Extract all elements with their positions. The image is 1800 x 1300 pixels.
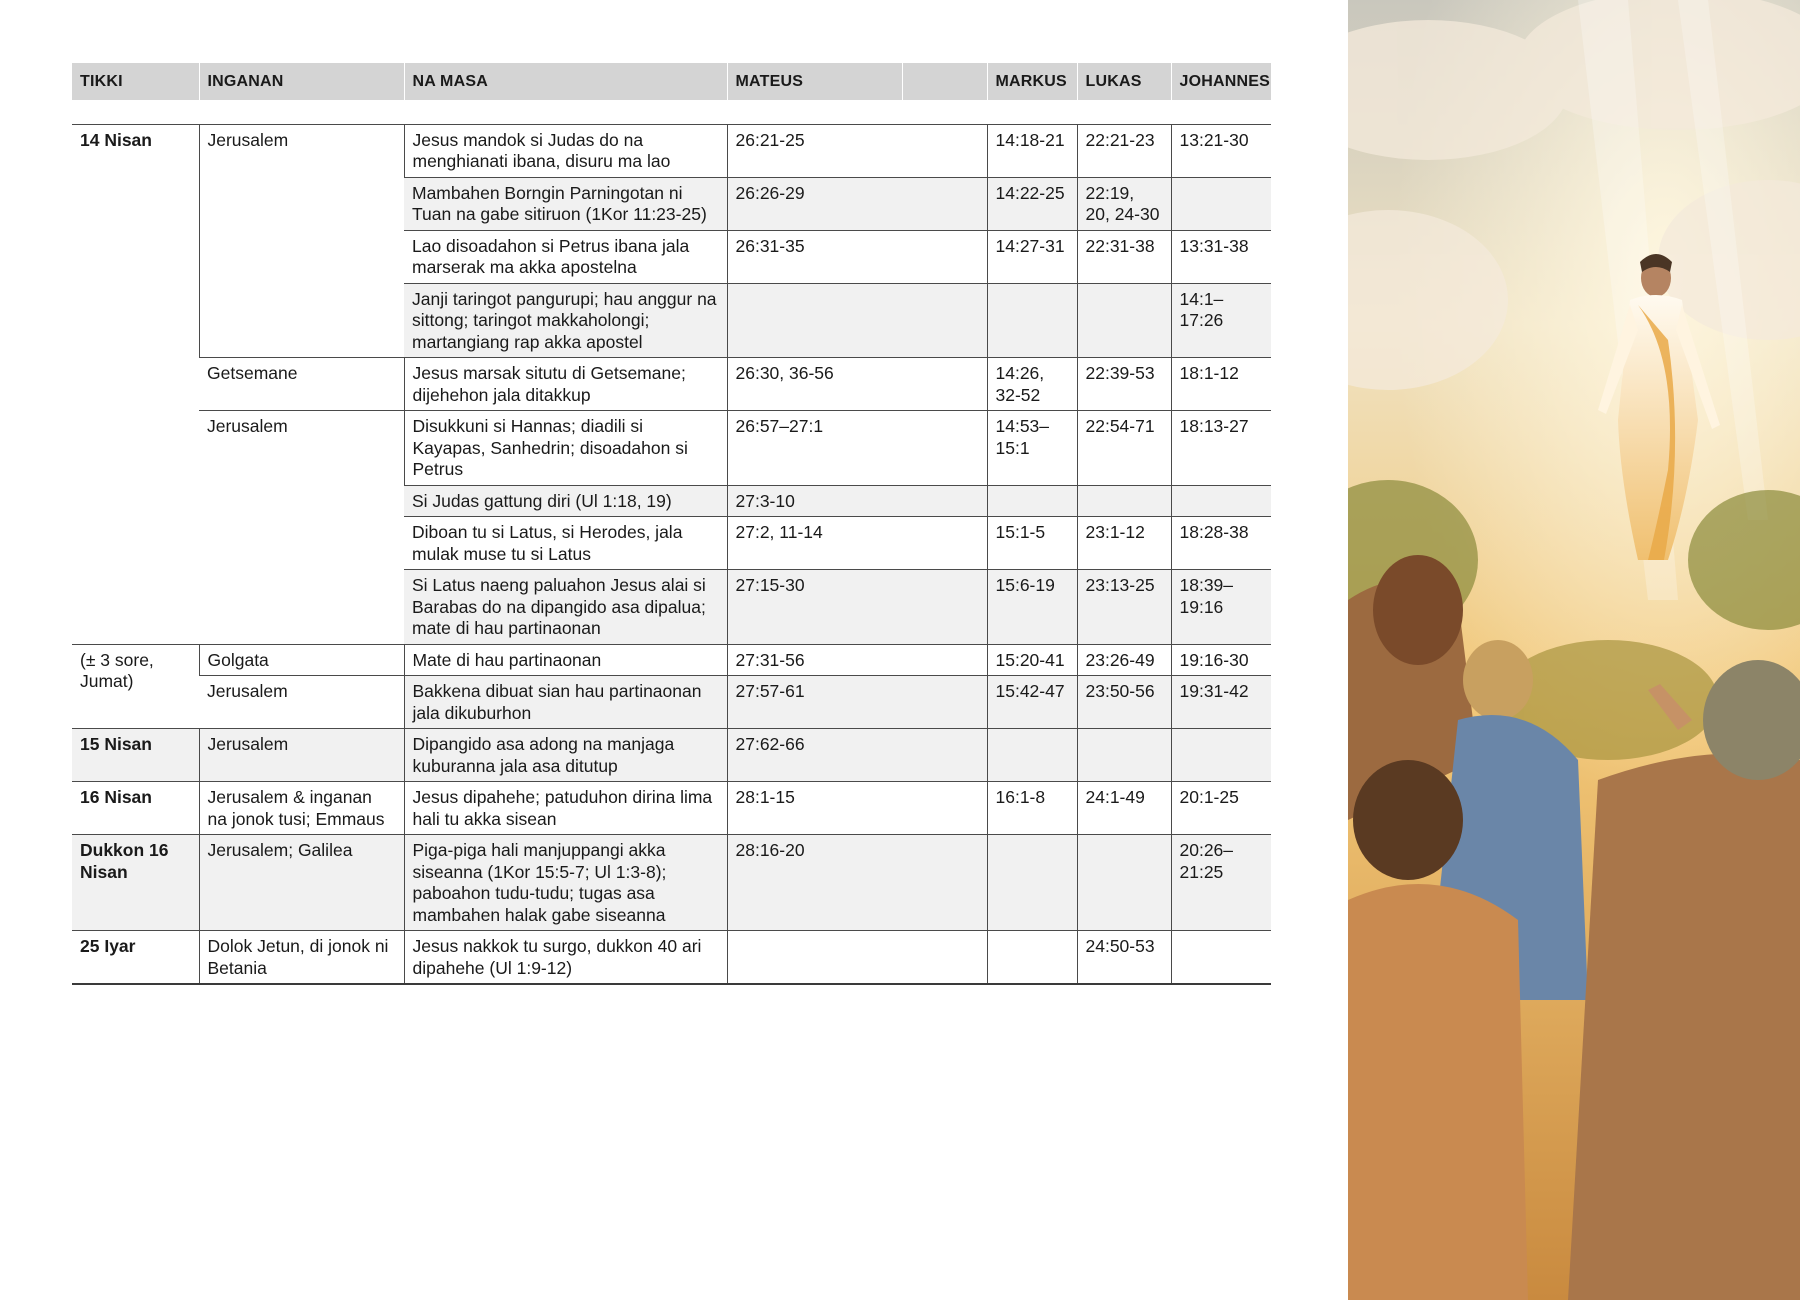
place-cell: Jerusalem & inganan na jonok tusi; Emmaus [199, 782, 404, 835]
gospel-chronology-table [72, 63, 1271, 985]
header-lukas: LUKAS [1077, 63, 1171, 100]
table-row [72, 411, 1271, 486]
event-cell: Si Judas gattung diri (Ul 1:18, 19) [404, 485, 727, 517]
mateus-ref: 27:2, 11-14 [727, 517, 987, 570]
markus-ref: 16:1-8 [987, 782, 1077, 835]
lukas-ref: 22:54-71 [1077, 411, 1171, 486]
lukas-ref: 24:50-53 [1077, 931, 1171, 985]
time-cell: 16 Nisan [72, 782, 199, 835]
lukas-ref: 24:1-49 [1077, 782, 1171, 835]
event-cell: Bakkena dibuat sian hau partinaonan jala dikuburhon [404, 676, 727, 729]
markus-ref [987, 485, 1077, 517]
time-cell: 25 Iyar [72, 931, 199, 985]
event-cell: Piga-piga hali manjuppangi akka siseanna (1Kor 15:5-7; Ul 1:3-8); paboahon tudu-tudu; tugas asa mambahen halak gabe siseanna [404, 835, 727, 931]
markus-ref [987, 283, 1077, 358]
markus-ref: 15:42-47 [987, 676, 1077, 729]
johannes-ref [1171, 485, 1271, 517]
header-na-masa: NA MASA [404, 63, 727, 100]
markus-ref: 14:27-31 [987, 230, 1077, 283]
event-cell: Jesus marsak situtu di Getsemane; dijehehon jala ditakkup [404, 358, 727, 411]
mateus-ref: 27:15-30 [727, 570, 987, 645]
markus-ref: 14:18-21 [987, 124, 1077, 177]
header-blank [902, 63, 987, 100]
johannes-ref: 20:26–21:25 [1171, 835, 1271, 931]
johannes-ref [1171, 729, 1271, 782]
mateus-ref: 26:30, 36-56 [727, 358, 987, 411]
table-row [72, 358, 1271, 411]
ascension-illustration [1348, 0, 1800, 1300]
time-cell: 15 Nisan [72, 729, 199, 782]
table-row [72, 931, 1271, 985]
mateus-ref: 26:26-29 [727, 177, 987, 230]
lukas-ref: 23:50-56 [1077, 676, 1171, 729]
markus-ref [987, 729, 1077, 782]
markus-ref: 14:22-25 [987, 177, 1077, 230]
lukas-ref: 23:1-12 [1077, 517, 1171, 570]
event-cell: Janji taringot pangurupi; hau anggur na sittong; taringot makkaholongi; martangiang rap akka apostel [404, 283, 727, 358]
event-cell: Jesus dipahehe; patuduhon dirina lima hali tu akka sisean [404, 782, 727, 835]
mateus-ref: 28:1-15 [727, 782, 987, 835]
event-cell: Jesus nakkok tu surgo, dukkon 40 ari dipahehe (Ul 1:9-12) [404, 931, 727, 985]
table-row [72, 644, 1271, 676]
lukas-ref: 22:31-38 [1077, 230, 1171, 283]
place-cell: Getsemane [199, 358, 404, 411]
johannes-ref [1171, 177, 1271, 230]
mateus-ref [727, 283, 987, 358]
place-cell: Jerusalem [199, 676, 404, 729]
markus-ref [987, 931, 1077, 985]
time-cell: 14 Nisan [72, 124, 199, 644]
event-cell: Diboan tu si Latus, si Herodes, jala mulak muse tu si Latus [404, 517, 727, 570]
lukas-ref [1077, 729, 1171, 782]
event-cell: Jesus mandok si Judas do na menghianati ibana, disuru ma lao [404, 124, 727, 177]
johannes-ref: 18:1-12 [1171, 358, 1271, 411]
johannes-ref: 18:28-38 [1171, 517, 1271, 570]
lukas-ref [1077, 283, 1171, 358]
header-spacer [72, 100, 1271, 125]
mateus-ref: 27:31-56 [727, 644, 987, 676]
mateus-ref: 27:3-10 [727, 485, 987, 517]
lukas-ref [1077, 835, 1171, 931]
lukas-ref: 22:39-53 [1077, 358, 1171, 411]
mateus-ref: 28:16-20 [727, 835, 987, 931]
event-cell: Dipangido asa adong na manjaga kuburanna jala asa ditutup [404, 729, 727, 782]
table-row [72, 124, 1271, 177]
place-cell: Golgata [199, 644, 404, 676]
lukas-ref: 23:26-49 [1077, 644, 1171, 676]
mateus-ref: 26:31-35 [727, 230, 987, 283]
johannes-ref [1171, 931, 1271, 985]
table-row [72, 782, 1271, 835]
lukas-ref: 22:21-23 [1077, 124, 1171, 177]
mateus-ref [727, 931, 987, 985]
table-header-row [72, 63, 1271, 100]
table-row [72, 676, 1271, 729]
johannes-ref: 18:13-27 [1171, 411, 1271, 486]
place-cell: Jerusalem; Galilea [199, 835, 404, 931]
lukas-ref: 23:13-25 [1077, 570, 1171, 645]
mateus-ref: 26:21-25 [727, 124, 987, 177]
time-cell: Dukkon 16 Nisan [72, 835, 199, 931]
event-cell: Mate di hau partinaonan [404, 644, 727, 676]
event-cell: Mambahen Borngin Parningotan ni Tuan na gabe sitiruon (1Kor 11:23-25) [404, 177, 727, 230]
event-cell: Si Latus naeng paluahon Jesus alai si Barabas do na dipangido asa dipalua; mate di hau partinaonan [404, 570, 727, 645]
place-cell: Jerusalem [199, 729, 404, 782]
mateus-ref: 27:62-66 [727, 729, 987, 782]
header-tikki: TIKKI [72, 63, 199, 100]
markus-ref: 15:20-41 [987, 644, 1077, 676]
markus-ref: 15:1-5 [987, 517, 1077, 570]
johannes-ref: 13:21-30 [1171, 124, 1271, 177]
johannes-ref: 14:1–17:26 [1171, 283, 1271, 358]
johannes-ref: 13:31-38 [1171, 230, 1271, 283]
table-row [72, 729, 1271, 782]
lukas-ref [1077, 485, 1171, 517]
event-cell: Disukkuni si Hannas; diadili si Kayapas, Sanhedrin; disoadahon si Petrus [404, 411, 727, 486]
header-johannes: JOHANNES [1171, 63, 1271, 100]
mateus-ref: 26:57–27:1 [727, 411, 987, 486]
header-markus: MARKUS [987, 63, 1077, 100]
place-cell: Dolok Jetun, di jonok ni Betania [199, 931, 404, 985]
lukas-ref: 22:19, 20, 24-30 [1077, 177, 1171, 230]
markus-ref: 15:6-19 [987, 570, 1077, 645]
johannes-ref: 20:1-25 [1171, 782, 1271, 835]
time-cell: (± 3 sore, Jumat) [72, 644, 199, 729]
table-row [72, 835, 1271, 931]
johannes-ref: 18:39–19:16 [1171, 570, 1271, 645]
markus-ref: 14:26, 32-52 [987, 358, 1077, 411]
header-inganan: INGANAN [199, 63, 404, 100]
place-cell: Jerusalem [199, 411, 404, 645]
johannes-ref: 19:31-42 [1171, 676, 1271, 729]
place-cell: Jerusalem [199, 124, 404, 358]
markus-ref [987, 835, 1077, 931]
johannes-ref: 19:16-30 [1171, 644, 1271, 676]
event-cell: Lao disoadahon si Petrus ibana jala marserak ma akka apostelna [404, 230, 727, 283]
header-mateus: MATEUS [727, 63, 902, 100]
mateus-ref: 27:57-61 [727, 676, 987, 729]
markus-ref: 14:53–15:1 [987, 411, 1077, 486]
